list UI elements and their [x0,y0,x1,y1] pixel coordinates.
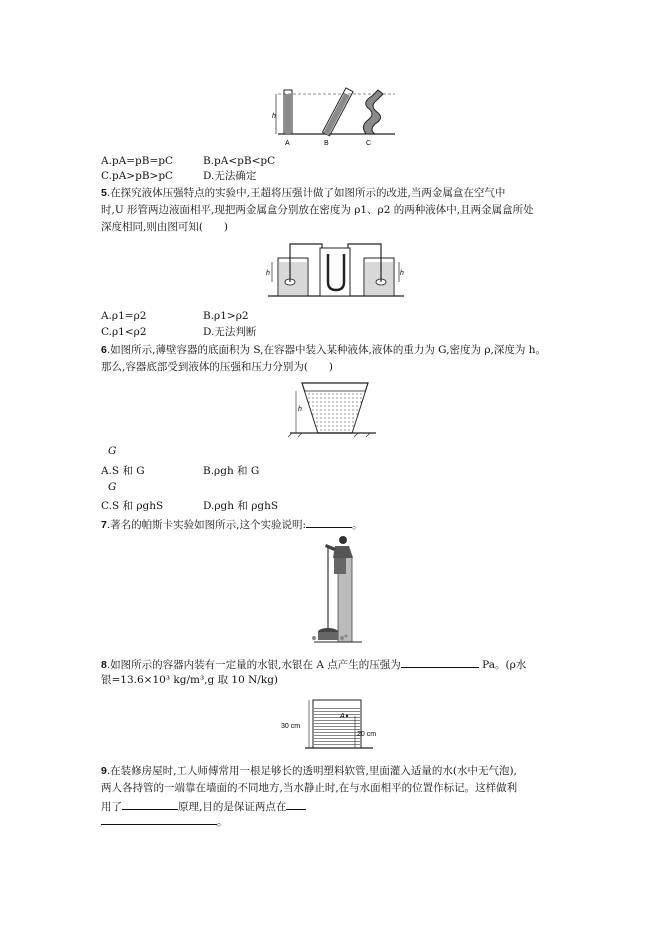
q9-answer-blank-2[interactable] [286,799,306,810]
q5-number: 5 [101,187,107,199]
fraction-numerator-a: G [108,445,117,457]
tubes-figure [270,88,400,148]
mercury-container-figure [281,692,385,752]
h-label: h [298,406,302,413]
q6-option-c[interactable]: C.S 和 ρghS [101,500,164,512]
q5-option-a[interactable]: A.ρ1=ρ2 [101,310,147,322]
q9-line2: 两人各持管的一端靠在墙面的不同地方,当水静止时,在与水面相平的位置作标记。这样做利 [101,782,518,794]
q9-line3: 用了 原理,目的是保证两点在 [101,799,306,814]
q6-line2: 那么,容器底部受到液体的压强和压力分别为( ) [101,361,334,373]
label-c: C [366,140,372,147]
q5-option-d[interactable]: D.无法判断 [203,326,257,338]
q6-option-a[interactable]: A.S 和 G [101,465,145,477]
q5-line1: 5.在探究液体压强特点的实验中,王超将压强计做了如图所示的改进,当两金属盒在空气中 [101,187,506,199]
option-b[interactable]: B.pA<pB<pC [203,155,276,167]
q6-option-d[interactable]: D.ρgh 和 ρghS [203,500,279,512]
h1-label: h [266,270,270,277]
q5-option-b[interactable]: B.ρ1>ρ2 [203,310,249,322]
pascal-barrel-figure [300,534,370,644]
fraction-numerator-c: G [108,481,117,493]
q8-number: 8 [101,659,107,671]
q6-option-b[interactable]: B.ρgh 和 G [203,465,260,477]
option-c[interactable]: C.pA>pB>pC [101,170,174,182]
q6-line1: 6.如图所示,薄壁容器的底面积为 S,在容器中装入某种液体,液体的重力为 G,密度为 ρ,深度为 h。 [101,344,546,356]
pressure-gauge-figure [266,238,406,300]
q9-answer-blank-1[interactable] [122,799,178,810]
q9-line1: 9.在装修房屋时,工人师傅常用一根足够长的透明塑料软管,里面灌入适量的水(水中无气泡), [101,765,517,777]
q7-answer-blank[interactable] [306,517,352,528]
20cm-label: 20 cm [357,731,377,738]
q9-number: 9 [101,765,107,777]
q5-line3: 深度相同,则由图可知( ) [101,221,229,233]
q5-option-c[interactable]: C.ρ1<ρ2 [101,326,147,338]
q7-number: 7 [101,519,107,531]
q9-answer-blank-2-cont[interactable] [101,814,217,825]
option-a[interactable]: A.pA=pB=pC [101,155,174,167]
label-b: B [324,140,329,147]
q8-line1: 8.如图所示的容器内装有一定量的水银,水银在 A 点产生的压强为 Pa。(ρ水 [101,659,527,671]
option-d[interactable]: D.无法确定 [203,170,257,182]
q6-number: 6 [101,344,107,356]
trapezoid-container-figure [288,381,378,437]
q7-line1: 7.著名的帕斯卡实验如图所示,这个实验说明: 。 [101,519,363,531]
q8-line2: 银=13.6×10³ kg/m³,g 取 10 N/kg) [101,674,279,686]
q8-answer-blank[interactable] [401,657,479,668]
label-a: A [285,140,290,147]
point-a-label: A [340,713,345,720]
h2-label: h [400,270,404,277]
30cm-label: 30 cm [281,723,301,730]
q9-line4: 。 [101,814,228,829]
h-label: h [272,113,276,120]
q5-line2: 时,U 形管两边液面相平,现把两金属盒分别放在密度为 ρ1、ρ2 的两种液体中,且两金属盒所处 [101,204,534,216]
